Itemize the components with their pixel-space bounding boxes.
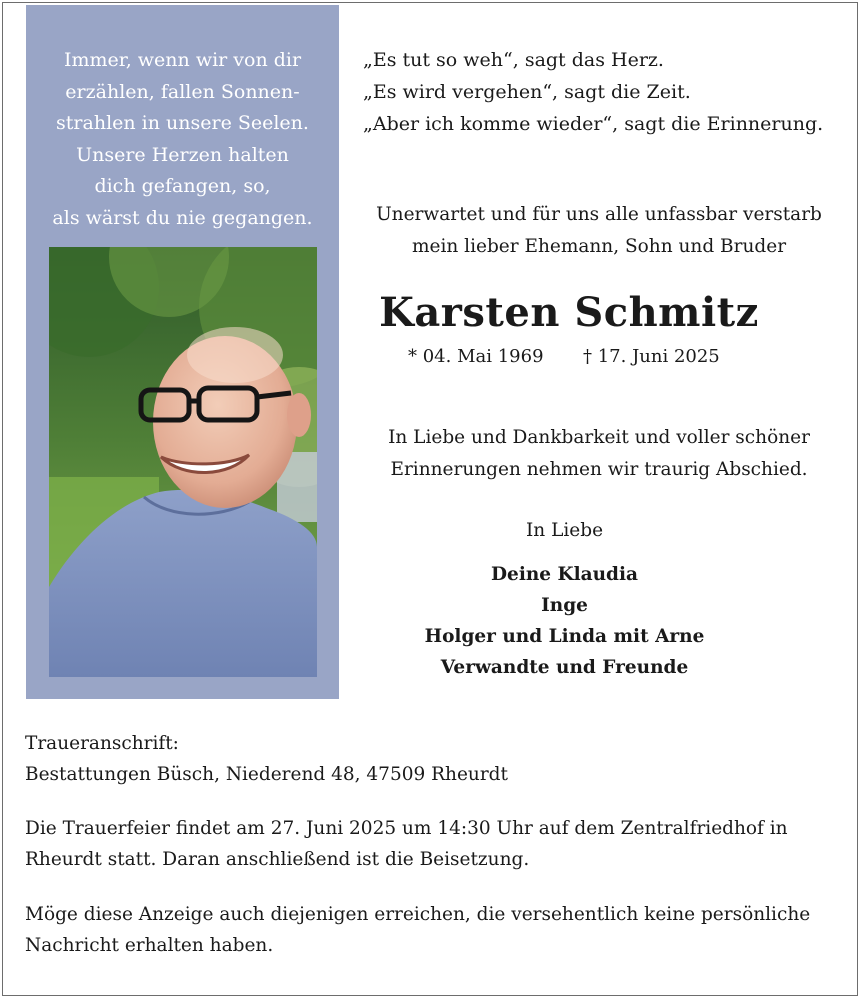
deceased-name: Karsten Schmitz [379, 289, 759, 336]
poem-line: dich gefangen, so, [94, 175, 271, 197]
poem-line: Unsere Herzen halten [76, 143, 289, 166]
portrait-photo [49, 247, 317, 677]
intro-line: mein lieber Ehemann, Sohn und Bruder [411, 236, 787, 257]
intro-line: Unerwartet und für uns alle unfassbar verstarb [376, 204, 822, 225]
ceremony-line: Rheurdt statt. Daran anschließend ist die Beisetzung. [25, 849, 530, 870]
quote-line: „Es tut so weh“, sagt das Herz. [363, 49, 664, 71]
family-line: Inge [541, 595, 588, 616]
address-label: Traueranschrift: [25, 733, 179, 754]
farewell-line: In Liebe und Dankbarkeit und voller schöner [388, 427, 810, 448]
address-text: Bestattungen Büsch, Niederend 48, 47509 Rheurdt [25, 764, 508, 785]
farewell-line: Erinnerungen nehmen wir traurig Abschied. [390, 459, 808, 480]
ceremony-info [25, 813, 845, 875]
farewell-text [349, 422, 849, 486]
intro-text [349, 199, 849, 263]
poem-line: strahlen in unsere Seelen. [56, 112, 309, 134]
death-date: † 17. Juni 2025 [583, 346, 720, 367]
family-line: Deine Klaudia [491, 564, 638, 585]
poem-line: Immer, wenn wir von dir [63, 49, 302, 71]
quote-line: „Aber ich komme wieder“, sagt die Erinnerung. [363, 113, 824, 135]
closing-note [25, 899, 845, 961]
family-line: Holger und Linda mit Arne [424, 626, 705, 647]
quote-line: „Es wird vergehen“, sagt die Zeit. [363, 81, 691, 103]
family-line: Verwandte und Freunde [440, 657, 689, 678]
poem [26, 45, 339, 234]
note-line: Nachricht erhalten haben. [25, 935, 274, 956]
mourning-address [25, 728, 845, 790]
quotes [363, 44, 823, 140]
family-signatures [349, 559, 780, 683]
in-love-text: In Liebe [525, 520, 604, 541]
poem-line: erzählen, fallen Sonnen- [65, 80, 300, 103]
poem-panel [26, 5, 339, 699]
birth-date: * 04. Mai 1969 [408, 346, 544, 367]
note-line: Möge diese Anzeige auch diejenigen erreichen, die versehentlich keine persönliche [25, 904, 811, 925]
poem-line: als wärst du nie gegangen. [52, 206, 313, 229]
ceremony-line: Die Trauerfeier findet am 27. Juni 2025 um 14:30 Uhr auf dem Zentralfriedhof in [25, 818, 788, 839]
